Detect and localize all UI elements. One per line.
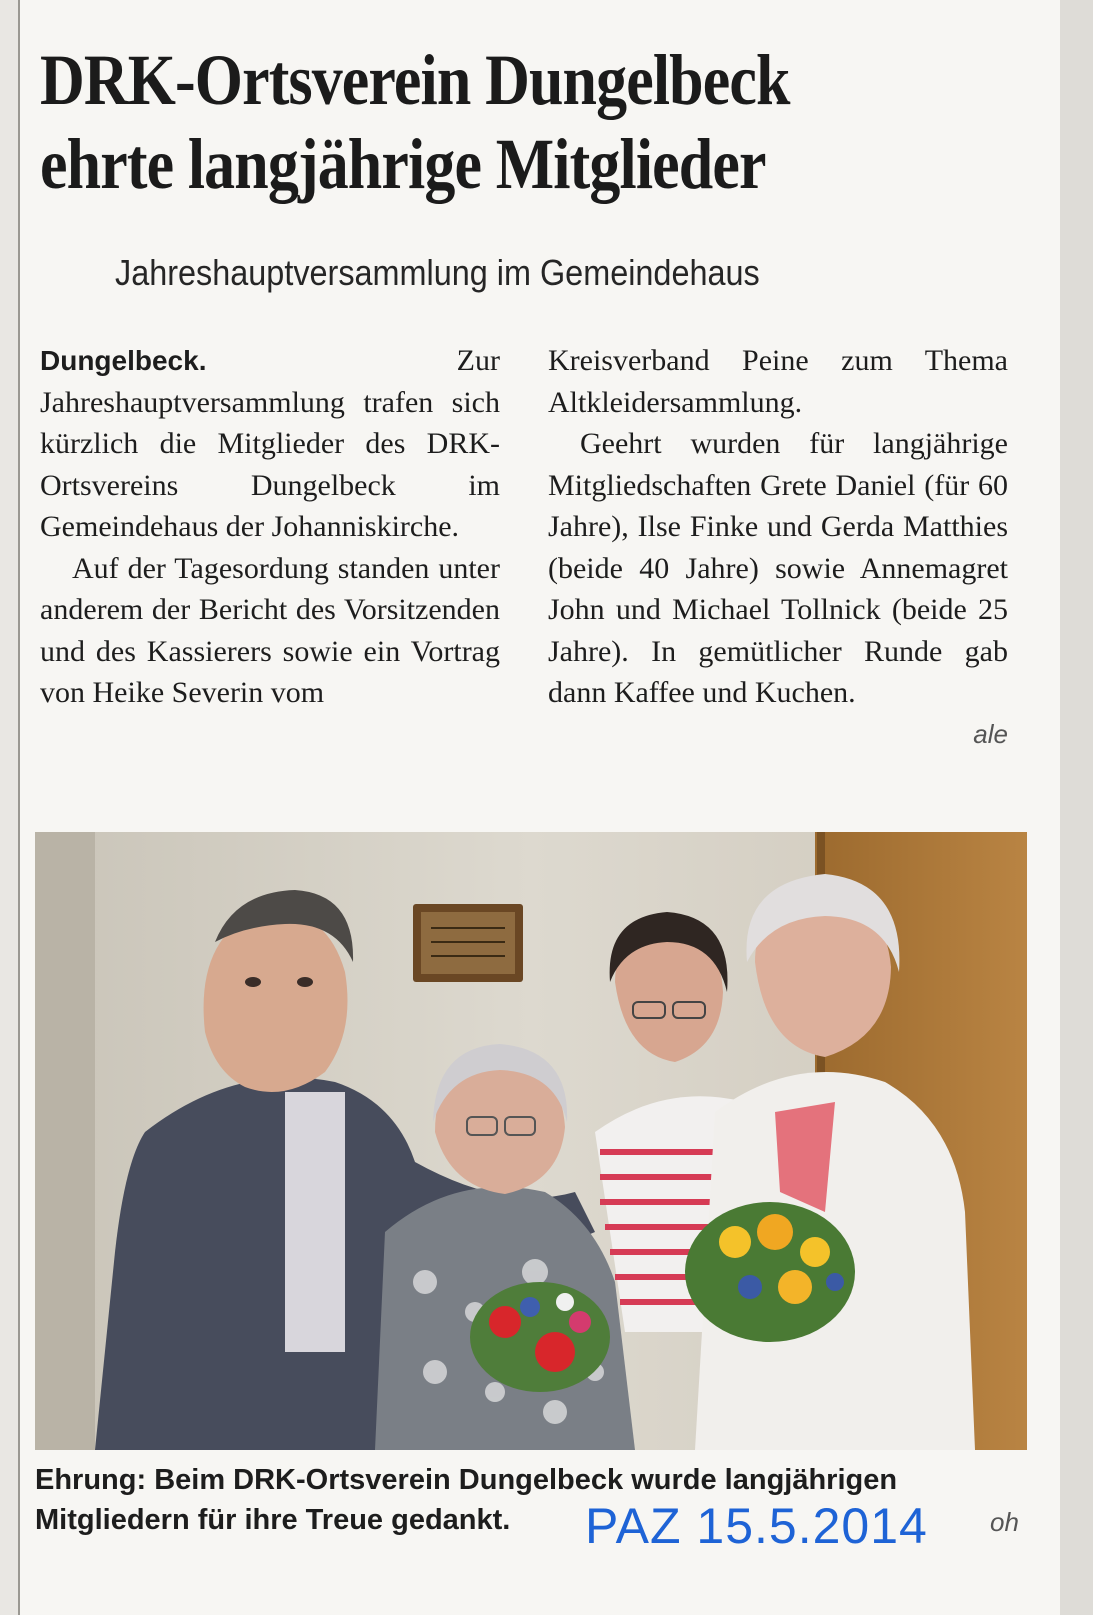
source-stamp: PAZ 15.5.2014 [585, 1498, 928, 1554]
dateline: Dungelbeck. [40, 345, 207, 376]
paragraph [40, 340, 500, 548]
group-photo [35, 832, 1027, 1450]
article-column-1 [40, 340, 500, 714]
margin-bleedthrough-left [0, 60, 18, 1560]
photo-illustration [35, 832, 1027, 1450]
caption-line-2: Mitgliedern für ihre Treue gedankt. [35, 1504, 511, 1536]
paragraph: Auf der Tagesordung standen unter anderem der Bericht des Vorsitzenden und des Kassierers sowie ein Vortrag von Heike Severin vom [40, 551, 500, 709]
headline-line-1: DRK-Ortsverein Dungelbeck [40, 40, 790, 120]
subheadline: Jahreshauptversammlung im Gemeindehaus [115, 252, 760, 293]
author-signoff: ale [973, 718, 1008, 749]
paragraph: Geehrt wurden für langjährige Mitgliedschaften Grete Daniel (für 60 Jahre), Ilse Finke und Gerda Matthies (beide 40 Jahre) sowie Annemagret John und Michael Tollnick (beide 25 Jahre). In gemütlicher Runde gab dann Kaffee und Kuchen. [548, 427, 1008, 709]
headline-line-2: ehrte langjährige Mitglieder [40, 124, 766, 204]
paragraph: Kreisverband Peine zum Thema Altkleidersammlung. [548, 344, 1008, 419]
paragraph-text: Zur Jahreshauptversammlung trafen sich kürzlich die Mitglieder des DRK-Ortsvereins Dungelbeck im Gemeindehaus der Johanniskirche. [40, 344, 500, 543]
article-column-2 [548, 340, 1008, 755]
headline [40, 38, 891, 206]
margin-bleedthrough-right [1060, 0, 1093, 1615]
photo-credit: oh [990, 1507, 1019, 1537]
caption-line-1: Ehrung: Beim DRK-Ortsverein Dungelbeck wurde langjährigen [35, 1464, 898, 1496]
